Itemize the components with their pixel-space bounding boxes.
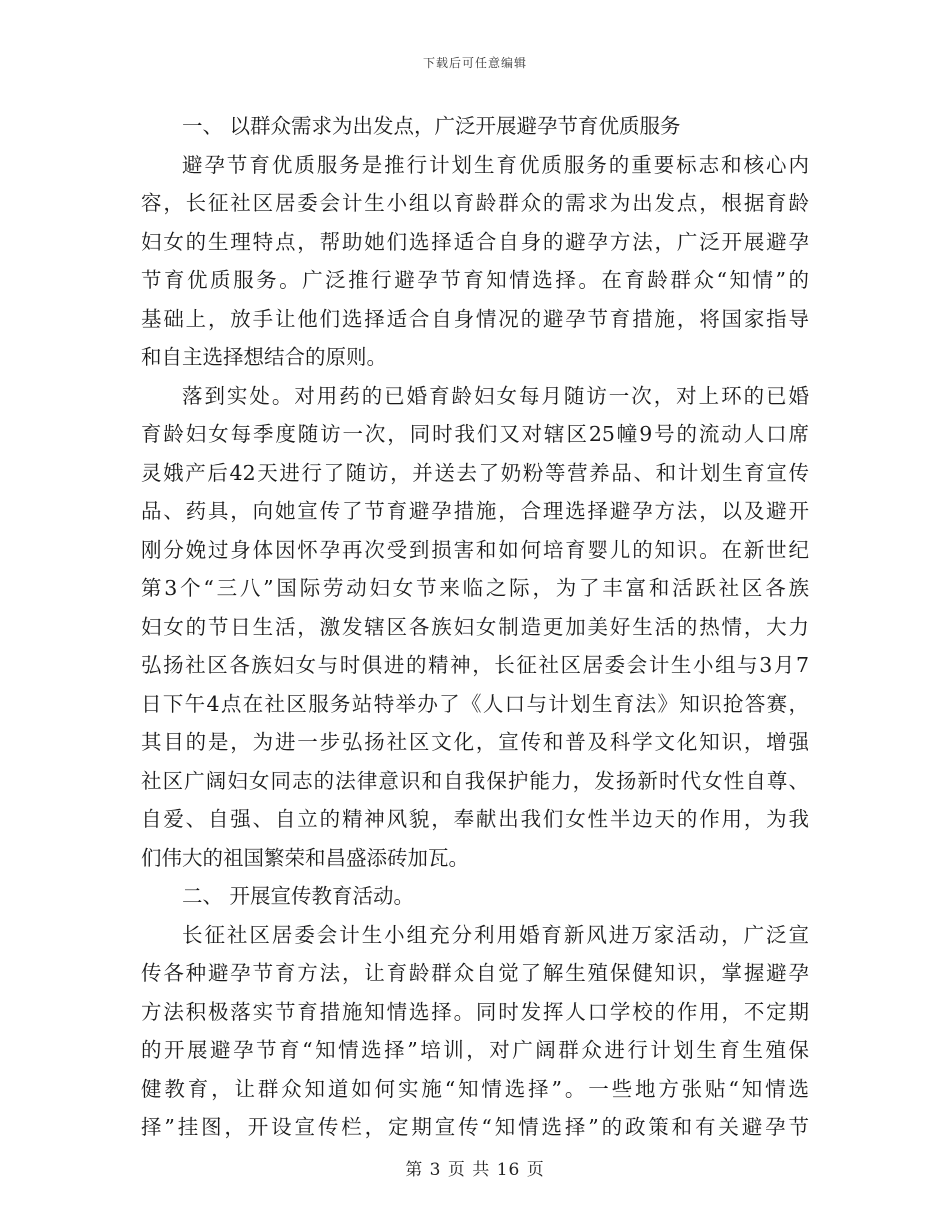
text-line: 避孕节育优质服务是推行计划生育优质服务的重要标志和核心内 (182, 152, 809, 177)
text-line: 妇女的生理特点，帮助她们选择适合自身的避孕方法，广泛开展避孕 (141, 229, 809, 254)
text-line: 弘扬社区各族妇女与时俱进的精神，长征社区居委会计生小组与3月7 (141, 653, 809, 677)
text-line: 落到实处。对用药的已婚育龄妇女每月随访一次，对上环的已婚 (182, 383, 809, 408)
text-line: 方法积极落实节育措施知情选择。同时发挥人口学校的作用，不定期 (141, 999, 809, 1024)
text-line: 健教育，让群众知道如何实施“知情选择”。一些地方张贴“知情选 (141, 1076, 809, 1101)
text-line: 日下午4点在社区服务站特举办了《人口与计划生育法》知识抢答赛， (141, 691, 809, 716)
text-line: 择”挂图，开设宣传栏，定期宣传“知情选择”的政策和有关避孕节 (141, 1115, 809, 1139)
text-line: 自爱、自强、自立的精神风貌，奉献出我们女性半边天的作用，为我 (141, 807, 809, 831)
text-line: 社区广阔妇女同志的法律意识和自我保护能力，发扬新时代女性自尊、 (141, 768, 809, 793)
text-line: 其目的是，为进一步弘扬社区文化，宣传和普及科学文化知识，增强 (141, 730, 809, 754)
page-number: 第 3 页 共 16 页 (405, 1160, 545, 1180)
section-heading: 二、 开展宣传教育活动。 (182, 884, 415, 908)
text-line: 育龄妇女每季度随访一次，同时我们又对辖区25幢9号的流动人口席 (141, 422, 809, 446)
text-line: 们伟大的祖国繁荣和昌盛添砖加瓦。 (141, 845, 469, 870)
text-line: 灵娥产后42天进行了随访，并送去了奶粉等营养品、和计划生育宣传 (141, 460, 809, 485)
text-line: 妇女的节日生活，激发辖区各族妇女制造更加美好生活的热情，大力 (141, 614, 809, 639)
text-line: 长征社区居委会计生小组充分利用婚育新风进万家活动，广泛宣 (182, 922, 809, 947)
text-line: 节育优质服务。广泛推行避孕节育知情选择。在育龄群众“知情”的 (141, 268, 809, 292)
text-line: 传各种避孕节育方法，让育龄群众自觉了解生殖保健知识，掌握避孕 (141, 961, 809, 985)
text-line: 基础上，放手让他们选择适合自身情况的避孕节育措施，将国家指导 (141, 306, 809, 331)
section-heading: 一、 以群众需求为出发点，广泛开展避孕节育优质服务 (182, 114, 681, 138)
page-header: 下载后可任意编辑 (422, 56, 527, 70)
document-body (141, 107, 809, 1147)
text-line: 和自主选择想结合的原则。 (141, 345, 387, 369)
text-line: 第3个“三八”国际劳动妇女节来临之际，为了丰富和活跃社区各族 (141, 576, 809, 600)
text-line: 品、药具，向她宣传了节育避孕措施，合理选择避孕方法，以及避开 (141, 499, 809, 523)
text-line: 的开展避孕节育“知情选择”培训，对广阔群众进行计划生育生殖保 (141, 1038, 809, 1062)
text-line: 刚分娩过身体因怀孕再次受到损害和如何培育婴儿的知识。在新世纪 (141, 537, 809, 562)
text-line: 容，长征社区居委会计生小组以育龄群众的需求为出发点，根据育龄 (141, 191, 809, 215)
